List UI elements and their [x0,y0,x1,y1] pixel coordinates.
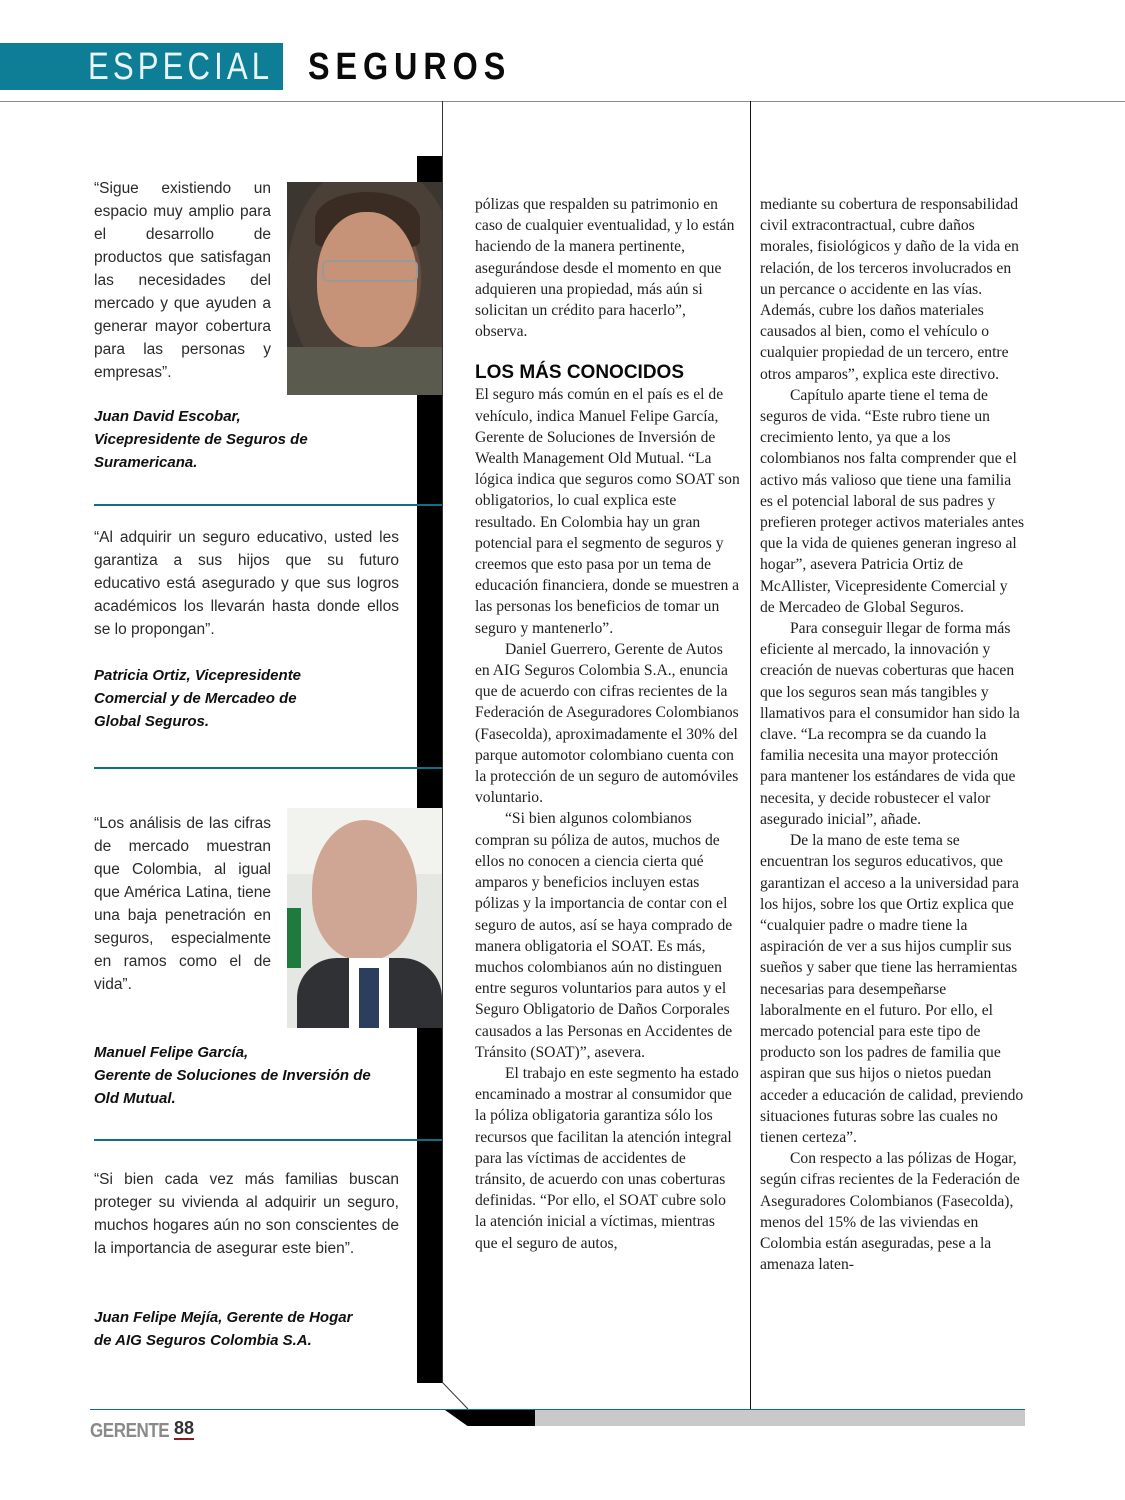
portrait-suit [287,347,442,395]
paragraph: “Si bien algunos colombianos compran su póliza de autos, muchos de ellos no conocen a ciencia cierta qué amparos y beneficios incluyen estas pólizas y la importancia de contar con el seguro de autos, así se haya comprado de manera obligatoria el SOAT. Es más, muchos colombianos aún no distinguen entre seguros voluntarios para autos y el Seguro Obligatorio de Daños Corporales causados a las Personas en Accidentes de Tránsito (SOAT)”, asevera. [475,810,733,1061]
quote-text: “Sigue existiendo un espacio muy amplio para el desarrollo de productos que satisfagan las necesidades del mercado y que ayuden a generar mayor cobertura para las personas y empresas”. [94,180,271,381]
section-topic: SEGUROS [308,46,512,88]
pull-quote-4 [94,1168,399,1260]
quote-attribution-2 [94,664,339,733]
pull-quote-2 [94,526,399,641]
column-divider-left [442,101,443,1383]
attribution-role: Vicepresidente de Seguros de Suramericana. [94,431,308,471]
attribution-role: Gerente de Soluciones de Inversión de Old Mutual. [94,1067,371,1107]
portrait-face [312,820,417,960]
quote-attribution-4 [94,1306,399,1352]
attribution-role: Comercial y de Mercadeo de Global Seguros. [94,690,297,730]
portrait-juan-david-escobar [287,182,442,395]
background-logo [287,908,301,968]
attribution-name: Patricia Ortiz, Vicepresidente [94,667,302,684]
portrait-tie [359,968,379,1028]
footer-black-tab [445,1410,535,1426]
paragraph: mediante su cobertura de responsabilidad civil extracontractual, cubre daños morales, fisiológicos y daño de la vida en relación, de los terceros involucrados en un percance o accidente en las vías. Además, cubre los daños materiales causados al bien, como el vehículo o cualquier propiedad de un tercero, entre otros amparos”, explica este directivo. [760,196,1019,383]
column-divider-right [750,101,751,1409]
header-divider [0,101,1125,102]
portrait-glasses [322,260,418,282]
quote-text: “Si bien cada vez más familias buscan proteger su vivienda al adquirir un seguro, muchos hogares aún no son conscientes de la importancia de asegurar este bien”. [94,1171,399,1257]
section-heading: LOS MÁS CONOCIDOS [475,362,685,384]
paragraph: El trabajo en este segmento ha estado encaminado a mostrar al consumidor que la póliza obligatoria garantiza sólo los recursos que facilitan la atención integral para las víctimas de accidentes de tránsito, de acuerdo con unas coberturas definidas. “Por ello, el SOAT cubre solo la atención inicial a víctimas, mientras que el seguro de autos, [475,1064,739,1252]
pull-quote-3 [94,812,271,996]
quote-attribution-1 [94,405,334,474]
quote-text: “Al adquirir un seguro educativo, usted les garantiza a sus hijos que su futuro educativo está asegurado y que sus logros académicos los llevarán hasta donde ellos se lo propongan”. [94,529,399,638]
footer-gray-band [535,1410,1025,1426]
quote-separator [94,1139,442,1141]
section-label: ESPECIAL [88,46,274,88]
quote-separator [94,767,442,769]
paragraph: El seguro más común en el país es el de vehículo, indica Manuel Felipe García, Gerente de Soluciones de Inversión de Wealth Management Old Mutual. “La lógica indica que seguros como SOAT son obligatorios, lo cual explica este resultado. En Colombia hay un gran potencial para el segmento de seguros y creemos que esto pasa por un tema de educación financiera, donde se muestren a las personas los beneficios de tomar un seguro y mantenerlo”. [475,386,740,637]
attribution-name: Manuel Felipe García, [94,1044,249,1061]
attribution-name: Juan Felipe Mejía, Gerente de Hogar [94,1309,353,1326]
attribution-name: Juan David Escobar, [94,408,241,425]
corner-bevel-line [441,1382,471,1410]
paragraph: pólizas que respalden su patrimonio en caso de cualquier eventualidad, y lo están haciendo de la manera pertinente, asegurándose desde el momento en que adquieren una propiedad, más aún si solicitan un crédito para hacerlo”, observa. [475,196,735,341]
article-column-2 [760,194,1025,1275]
quote-separator [94,504,442,506]
paragraph: De la mano de este tema se encuentran los seguros educativos, que garantizan el acceso a la universidad para los hijos, sobre los que Ortiz explica que “cualquier padre o madre tiene la aspiración de ver a sus hijos cumplir sus sueños y saber que tiene las herramientas necesarias para desempeñarse laboralmente en el futuro. Por ello, el mercado potencial para este tipo de producto son los padres de familia que aspiran que sus hijos o nietos puedan acceder a educación de calidad, previendo situaciones futuras sobre las cuales no tienen certeza”. [760,832,1024,1146]
paragraph: Daniel Guerrero, Gerente de Autos en AIG Seguros Colombia S.A., enuncia que de acuerdo con cifras recientes de la Federación de Aseguradores Colombianos (Fasecolda), aproximadamente el 30% del parque automotor colombiano cuenta con la protección de un seguro de automóviles voluntario. [475,640,739,807]
article-column-1 [475,194,740,1254]
portrait-manuel-felipe-garcia [287,808,442,1028]
pull-quote-1 [94,177,271,384]
magazine-brand: GERENTE [90,1420,170,1442]
quote-text: “Los análisis de las cifras de mercado muestran que Colombia, al igual que América Latina, tiene una baja penetración en seguros, especialmente en ramos como el de vida”. [94,815,271,993]
quote-attribution-3 [94,1041,394,1110]
paragraph: Para conseguir llegar de forma más eficiente al mercado, la innovación y creación de nuevas coberturas que hacen que los seguros sean más tangibles y llamativos para el consumidor han sido la clave. “La recompra se da cuando la familia necesita una mayor protección para mantener los estándares de vida que necesita, y decide robustecer el valor asegurado inicial”, añade. [760,620,1020,828]
paragraph: Capítulo aparte tiene el tema de seguros de vida. “Este rubro tiene un crecimiento lento, ya que a los colombianos nos falta comprender que el activo más valioso que tiene una familia es el potencial laboral de sus padres y prefieren proteger activos materiales antes que la vida de quienes generan ingreso al hogar”, asevera Patricia Ortiz de McAllister, Vicepresidente Comercial y de Mercadeo de Global Seguros. [760,386,1025,616]
attribution-role: de AIG Seguros Colombia S.A. [94,1332,312,1349]
page-number: 88 [174,1418,195,1438]
paragraph: Con respecto a las pólizas de Hogar, según cifras recientes de la Federación de Aseguradores Colombianos (Fasecolda), menos del 15% de las viviendas en Colombia están aseguradas, pese a la amenaza laten- [760,1150,1020,1274]
